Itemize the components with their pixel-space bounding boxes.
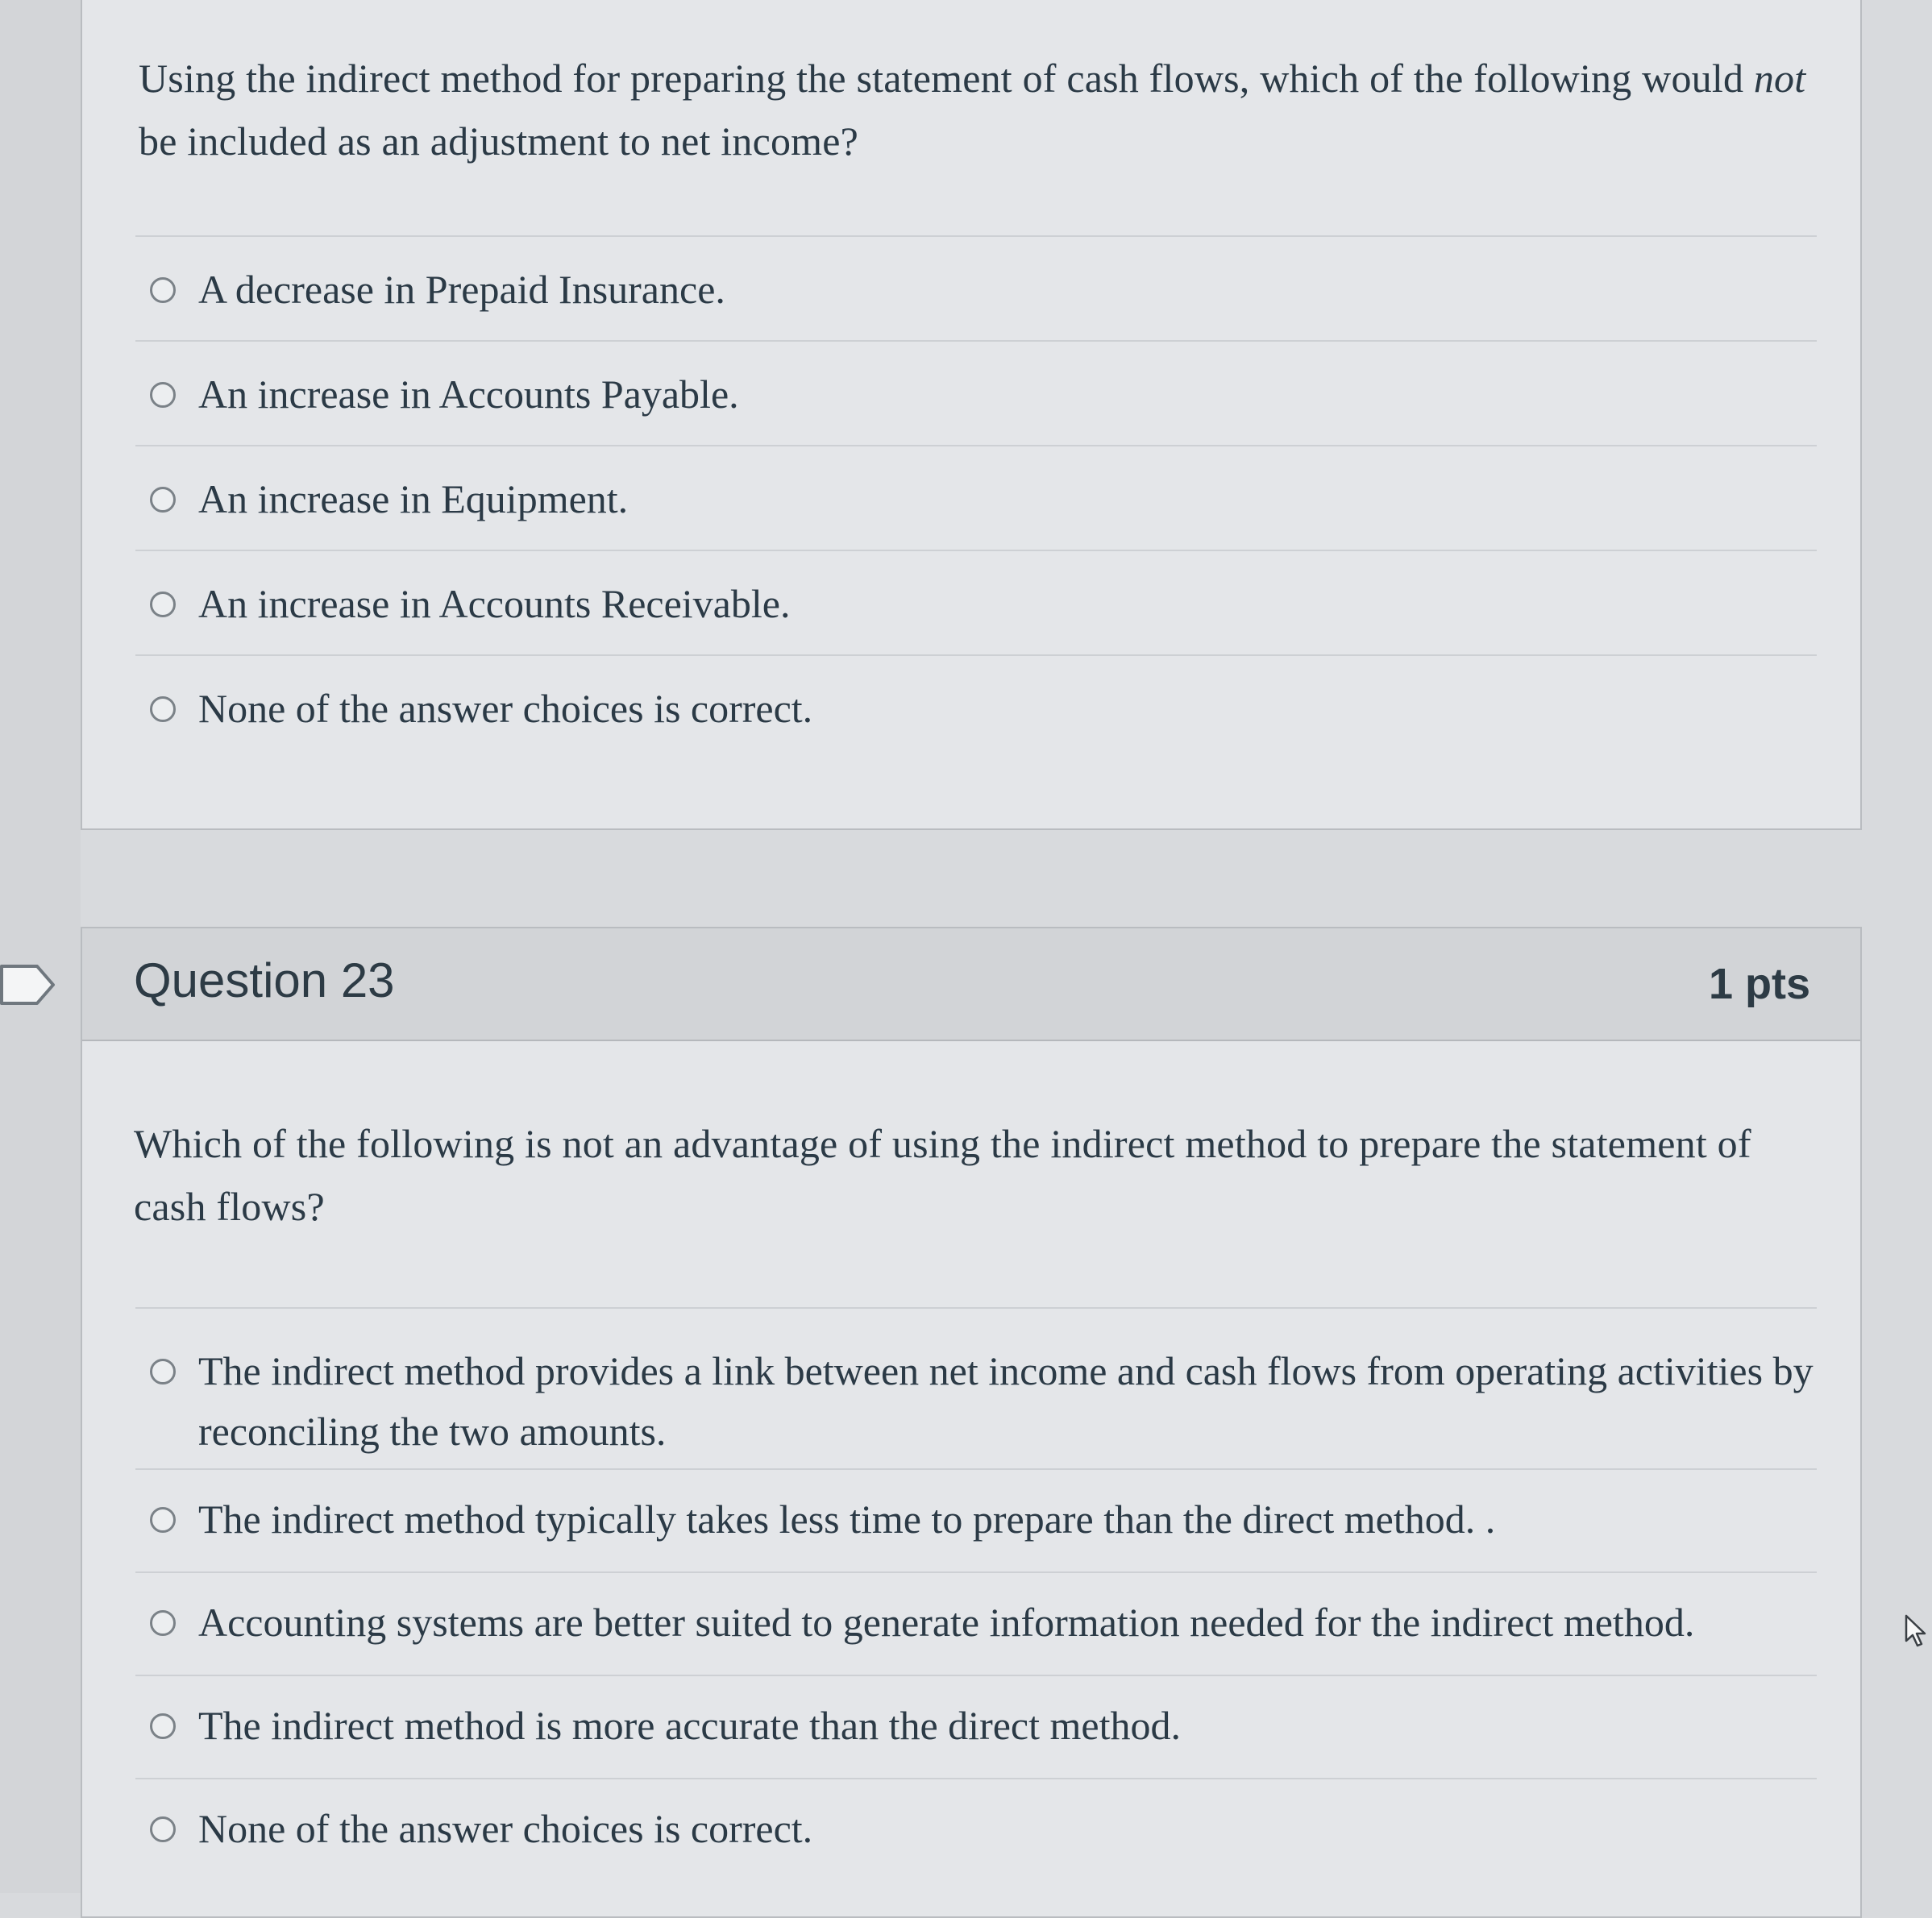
answer-label[interactable]: A decrease in Prepaid Insurance.: [198, 267, 725, 312]
question-22-prompt-before: Using the indirect method for preparing the statement of cash flows, which of the following would: [139, 56, 1744, 101]
question-23-answer-list: [135, 1307, 1817, 1881]
answer-label[interactable]: An increase in Accounts Receivable.: [198, 581, 791, 626]
radio-button[interactable]: [150, 382, 176, 408]
radio-button[interactable]: [150, 1610, 176, 1636]
answer-option[interactable]: [135, 1468, 1817, 1571]
radio-button[interactable]: [150, 1713, 176, 1739]
question-23-card: [81, 927, 1862, 1918]
question-22-prompt-after: be included as an adjustment to net income?: [139, 118, 859, 164]
answer-option[interactable]: [135, 1571, 1817, 1675]
flag-question-icon[interactable]: [0, 964, 56, 1006]
answer-label[interactable]: The indirect method typically takes less time to prepare than the direct method. .: [198, 1497, 1496, 1542]
question-22-card: [81, 0, 1862, 830]
answer-label[interactable]: An increase in Accounts Payable.: [198, 372, 739, 417]
radio-button[interactable]: [150, 277, 176, 303]
question-23-prompt: Which of the following is not an advantage of using the indirect method to prepare the statement of cash flows?: [134, 1121, 1751, 1229]
answer-option[interactable]: [135, 1675, 1817, 1778]
answer-option[interactable]: [135, 445, 1817, 550]
answer-option[interactable]: [135, 654, 1817, 759]
radio-button[interactable]: [150, 487, 176, 513]
answer-label[interactable]: An increase in Equipment.: [198, 476, 629, 521]
question-header: [82, 928, 1860, 1041]
question-22-answer-list: [135, 235, 1817, 759]
radio-button[interactable]: [150, 1359, 176, 1385]
answer-label[interactable]: The indirect method provides a link between net income and cash flows from operating activities by reconciling the two amounts.: [198, 1348, 1814, 1454]
answer-option[interactable]: [135, 1778, 1817, 1881]
answer-label[interactable]: None of the answer choices is correct.: [198, 1806, 813, 1851]
answer-label[interactable]: The indirect method is more accurate than the direct method.: [198, 1703, 1181, 1748]
radio-button[interactable]: [150, 1507, 176, 1533]
question-22-prompt: [139, 47, 1823, 172]
radio-button[interactable]: [150, 696, 176, 722]
mouse-pointer-icon: [1904, 1613, 1928, 1649]
answer-option[interactable]: [135, 340, 1817, 445]
answer-option[interactable]: [135, 550, 1817, 654]
answer-option[interactable]: [135, 235, 1817, 340]
left-gutter: [0, 0, 81, 1893]
answer-option[interactable]: [135, 1307, 1817, 1468]
question-title: Question 23: [134, 953, 395, 1007]
question-points: 1 pts: [1708, 960, 1810, 1008]
radio-button[interactable]: [150, 592, 176, 617]
question-22-prompt-emphasis: not: [1753, 56, 1806, 101]
radio-button[interactable]: [150, 1816, 176, 1842]
answer-label[interactable]: Accounting systems are better suited to generate information needed for the indirect method.: [198, 1600, 1695, 1645]
answer-label[interactable]: None of the answer choices is correct.: [198, 686, 813, 731]
